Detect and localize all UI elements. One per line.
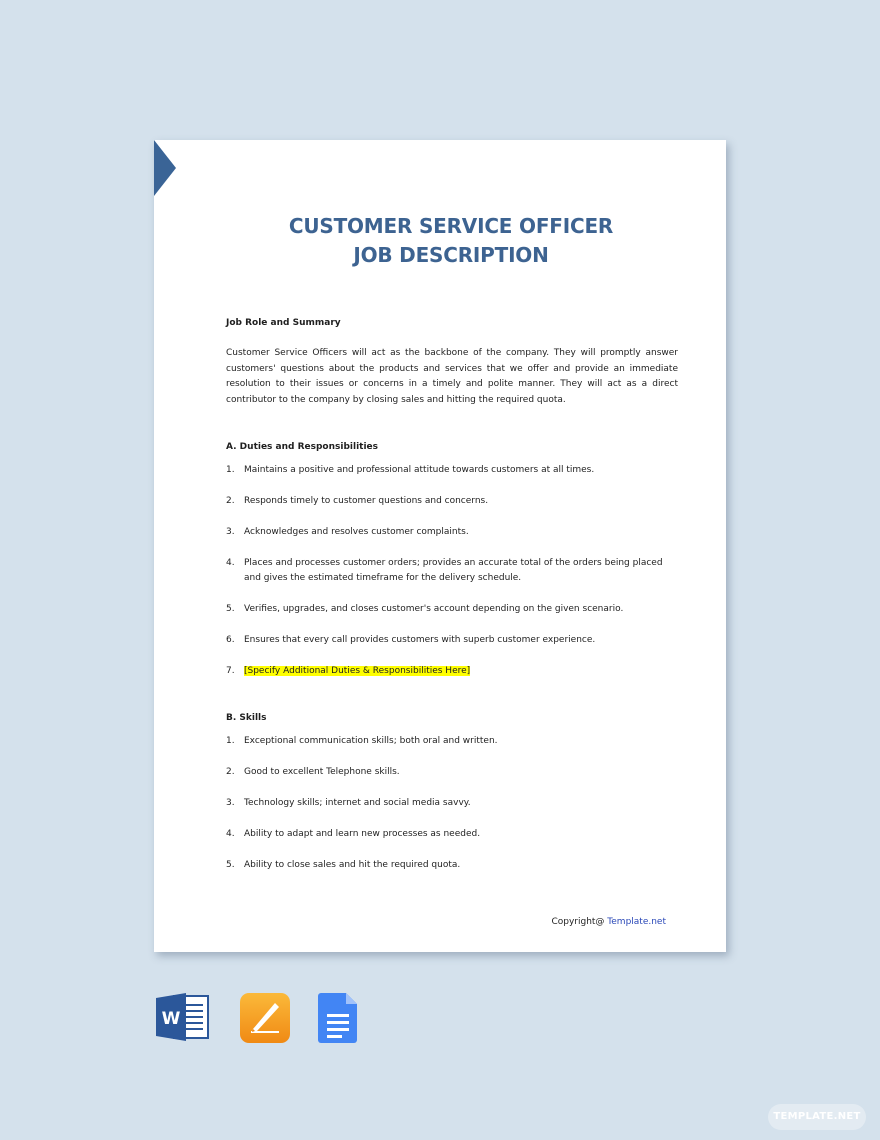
highlighted-placeholder: [Specify Additional Duties & Responsibilities Here] bbox=[244, 666, 471, 676]
list-item: 5. Verifies, upgrades, and closes customer's account depending on the given scenario. bbox=[226, 604, 624, 614]
google-docs-icon[interactable] bbox=[318, 992, 358, 1044]
list-item: 5. Ability to close sales and hit the required quota. bbox=[226, 860, 461, 870]
copyright-link[interactable]: Template.net bbox=[607, 917, 666, 927]
list-item: 3. Technology skills; internet and social media savvy. bbox=[226, 798, 471, 808]
list-item: 4. Ability to adapt and learn new processes as needed. bbox=[226, 829, 481, 839]
document-page bbox=[154, 140, 726, 952]
list-item: 2. Responds timely to customer questions and concerns. bbox=[226, 496, 489, 506]
summary-paragraph: Customer Service Officers will act as the backbone of the company. They will promptly answer customers' questions about the products and services that we offer and provide an immediate resolution to their issues or concerns in a timely and polite manner. They will act as a direct contributor to the company by closing sales and hitting the required quota. bbox=[226, 348, 678, 405]
list-item: 7. [Specify Additional Duties & Responsibilities Here] bbox=[226, 666, 471, 676]
skills-heading: B. Skills bbox=[226, 713, 267, 723]
copyright-prefix: Copyright@ bbox=[551, 917, 608, 927]
list-item: 2. Good to excellent Telephone skills. bbox=[226, 767, 400, 777]
list-item: 4. Places and processes customer orders; provides an accurate total of the orders being placed and gives the estimated timeframe for the delivery schedule. bbox=[226, 558, 663, 583]
svg-text:W: W bbox=[161, 1009, 181, 1029]
title-line-2: JOB DESCRIPTION bbox=[353, 243, 549, 267]
duties-list bbox=[226, 463, 678, 679]
list-item: 1. Maintains a positive and professional attitude towards customers at all times. bbox=[226, 465, 595, 475]
list-item: 3. Acknowledges and resolves customer complaints. bbox=[226, 527, 469, 537]
skills-list bbox=[226, 734, 678, 873]
document-title bbox=[154, 212, 748, 270]
pages-icon[interactable] bbox=[239, 992, 291, 1044]
duties-heading: A. Duties and Responsibilities bbox=[226, 442, 379, 452]
copyright-line bbox=[551, 917, 666, 927]
word-icon[interactable] bbox=[156, 992, 210, 1042]
list-item: 1. Exceptional communication skills; both oral and written. bbox=[226, 736, 498, 746]
summary-heading: Job Role and Summary bbox=[226, 318, 341, 328]
document-body bbox=[226, 316, 678, 873]
title-line-1: CUSTOMER SERVICE OFFICER bbox=[288, 214, 614, 238]
corner-flag-decoration bbox=[154, 140, 176, 196]
list-item: 6. Ensures that every call provides customers with superb customer experience. bbox=[226, 635, 596, 645]
template-net-badge[interactable]: TEMPLATE.NET bbox=[768, 1104, 866, 1130]
